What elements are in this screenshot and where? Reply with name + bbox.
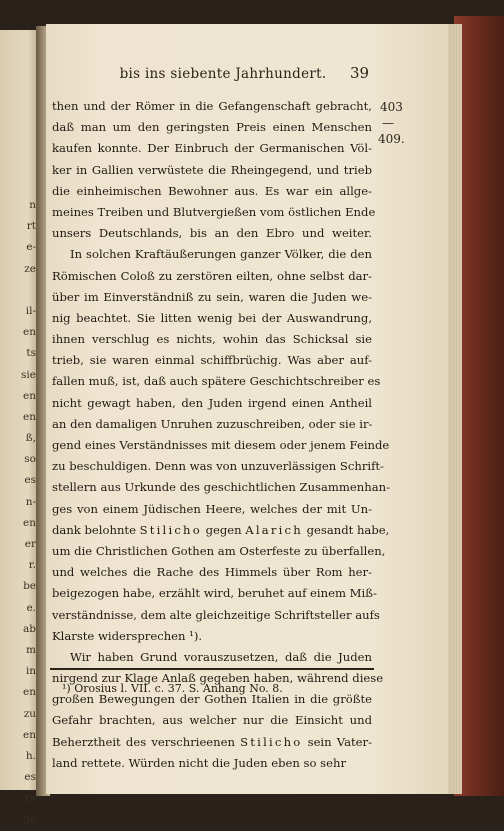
text-line (52, 371, 381, 392)
text-line (52, 393, 372, 414)
left-page-fragment: en (23, 728, 36, 741)
line-text: In solchen Kraftäußerungen ganzer Völker, die den (70, 247, 372, 262)
left-page-fragment: ab (23, 622, 36, 635)
line-text: Beherztheit des verschrieenen (52, 734, 241, 749)
left-page-fragment: il- (25, 304, 36, 317)
line-text: meines Treiben und Blutvergießen vom östlichen Ende (52, 204, 376, 219)
text-line (52, 520, 390, 541)
left-page-fragment: r. (28, 559, 36, 572)
line-text: Römischen Coloß zu zerstören eilten, ohne selbst dar- (52, 268, 372, 283)
text-line (52, 647, 372, 668)
left-page-fragment: e- (26, 241, 36, 254)
line-text: verständnisse, dem alte gleichzeitige Schriftsteller aufs (52, 607, 380, 622)
spaced-name: Alarich (245, 522, 303, 537)
text-line (52, 160, 372, 181)
line-text: gend eines Verständnisses mit diesem oder jenem Feinde (52, 438, 390, 452)
line-text: an den damaligen Unruhen zuzuschreiben, oder sie ir- (52, 416, 373, 431)
text-line (52, 732, 372, 753)
margin-note-dash: — (382, 116, 394, 130)
line-text: über im Einverständniß zu sein, waren die Juden we- (52, 289, 372, 304)
left-page (0, 30, 40, 826)
left-page-fragment: en (23, 410, 36, 423)
left-page-fragment: en (23, 389, 36, 402)
text-line (52, 710, 372, 731)
spaced-name: Stilicho (240, 734, 303, 749)
left-page-fragment: ge (23, 813, 36, 826)
left-page-fragment: so (24, 453, 36, 466)
text-line (52, 350, 372, 371)
left-page-fragment: ts (26, 347, 36, 360)
text-line (52, 605, 380, 626)
line-text: ihnen verschlug es nichts, wohin das Schicksal sie (52, 332, 372, 347)
left-page-fragment: en (23, 516, 36, 529)
left-page-fragments (2, 195, 36, 831)
left-page-fragment: re (24, 792, 36, 805)
footnote-rule (50, 668, 374, 670)
left-page-fragment: m (26, 643, 36, 656)
left-page-fragment: n (29, 199, 36, 211)
margin-note-year-end: 409. (378, 132, 405, 146)
text-line (52, 562, 372, 583)
line-text: nirgend zur Klage Anlaß gegeben haben, während diese (52, 671, 384, 686)
line-text: zu beschuldigen. Denn was von unzuverlässigen Schrift- (52, 459, 384, 474)
left-page-fragment: e. (26, 601, 36, 614)
text-line (52, 287, 372, 308)
text-line (52, 541, 386, 562)
left-page-fragment: es (24, 474, 36, 487)
left-page-fragment: ß, (25, 432, 36, 445)
text-line (52, 266, 372, 287)
line-text: gesandt habe, (302, 522, 390, 537)
text-line (52, 181, 372, 202)
line-text: Wir haben Grund vorauszusetzen, daß die Juden (70, 649, 372, 664)
line-text: sein Vater- (302, 734, 372, 749)
line-text: Gefahr brachten, aus welcher nur die Einsicht und (52, 713, 372, 728)
page-number: 39 (350, 64, 370, 82)
footnote: ¹) Orosius l. VII. c. 37. S. Anhang No. 8. (62, 682, 283, 695)
text-line (52, 414, 372, 435)
line-text: then und der Römer in die Gefangenschaft gebracht, (52, 99, 372, 113)
left-page-fragment: h. (25, 749, 36, 762)
left-page-fragment: rt (26, 220, 36, 233)
left-page-fragment: er (24, 538, 36, 550)
text-line (52, 499, 372, 520)
left-page-fragment: en (23, 326, 36, 339)
line-text: stellern aus Urkunde des geschichtlichen Zusammenhan- (52, 480, 390, 495)
line-text: großen Bewegungen der Gothen Italien in die größte (52, 692, 372, 707)
text-line (52, 329, 372, 350)
left-page-fragment: in (25, 665, 36, 678)
text-line (52, 138, 372, 159)
margin-note-year-start: 403 (380, 100, 403, 114)
line-text: gegen (201, 522, 246, 537)
text-line (52, 753, 372, 774)
line-text: daß man um den geringsten Preis einen Menschen (52, 120, 372, 135)
left-page-fragment: ze (24, 262, 36, 275)
text-line (52, 202, 376, 223)
line-text: nicht gewagt haben, den Juden irgend einen Antheil (52, 395, 372, 410)
text-line (52, 583, 377, 604)
line-text: dank belohnte (52, 522, 140, 537)
left-page-fragment: be (23, 580, 36, 593)
left-page-fragment: n- (25, 495, 36, 508)
left-page-fragment: sie (21, 368, 36, 381)
line-text: nig beachtet. Sie litten wenig bei der Auswandrung, (52, 310, 372, 325)
text-line (52, 96, 372, 117)
line-text: die einheimischen Bewohner aus. Es war ein allge- (52, 183, 372, 198)
text-line (52, 308, 372, 329)
body-text (52, 96, 390, 774)
line-text: land rettete. Würden nicht die Juden eben so sehr (52, 755, 346, 770)
line-text: Klarste widersprechen ¹). (52, 628, 203, 643)
text-line (52, 223, 372, 244)
left-page-fragment: es (24, 771, 36, 784)
line-text: ker in Gallien verwüstete die Rheingegend, und trieb (52, 162, 372, 177)
text-line (52, 456, 384, 477)
left-page-fragment: en (23, 686, 36, 699)
text-line (52, 626, 372, 647)
text-line (52, 117, 372, 138)
line-text: beigezogen habe, erzählt wird, beruhet auf einem Miß- (52, 586, 377, 601)
line-text: unsers Deutschlands, bis an den Ebro und weiter. (52, 226, 372, 241)
text-line (52, 244, 372, 265)
line-text: trieb, sie waren einmal schiffbrüchig. Was aber auf- (52, 353, 372, 368)
line-text: fallen muß, ist, daß auch spätere Geschichtschreiber es (52, 374, 381, 389)
left-page-fragment (2, 280, 36, 301)
page-edges (446, 24, 462, 794)
running-head: bis ins siebente Jahrhundert. (119, 66, 327, 82)
text-line (52, 435, 390, 456)
line-text: um die Christlichen Gothen am Osterfeste zu überfallen, (52, 543, 386, 558)
line-text: ges von einem Jüdischen Heere, welches der mit Un- (52, 501, 372, 516)
left-page-fragment: zu (23, 707, 36, 720)
text-line (52, 477, 390, 498)
spaced-name: Stilicho (139, 522, 202, 537)
line-text: kaufen konnte. Der Einbruch der Germanischen Völ- (52, 141, 372, 156)
line-text: und welches die Rache des Himmels über Rom her- (52, 565, 372, 580)
